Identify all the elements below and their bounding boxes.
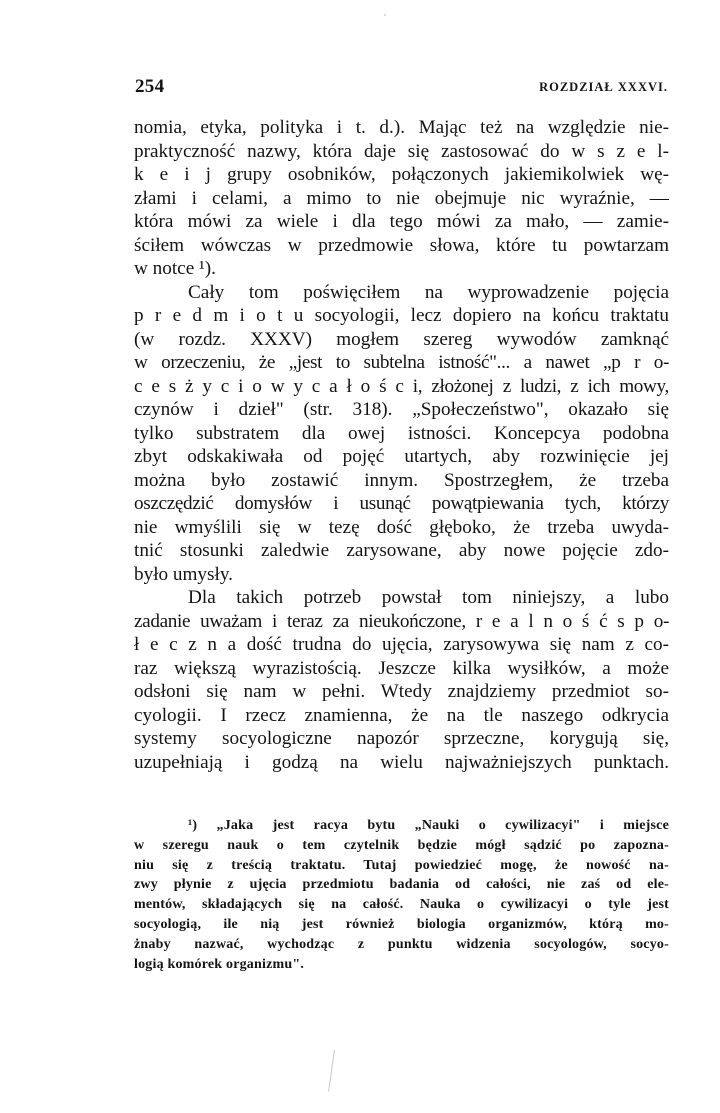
paragraph-start-line: Dla takich potrzeb powstał tom niniejszy, a lubo (188, 587, 669, 608)
text-line: p r e d m i o t u socyologii, lecz dopiero na końcu traktatu (134, 305, 669, 326)
text-line: k e i j grupy osobników, połączonych jakiemikolwiek wę‐ (134, 164, 669, 185)
text-line: raz większą wyrazistością. Jeszcze kilka wysiłków, a może (134, 657, 669, 679)
page-number: 254 (135, 76, 165, 97)
page-header (135, 76, 668, 100)
footnote-line: niu się z treścią traktatu. Tutaj powiedzieć mogę, że nowość na‐ (134, 857, 669, 873)
text-line: w notce ¹). (134, 258, 216, 279)
text-line: tnić stosunki zaledwie zarysowane, aby nowe pojęcie zdo‐ (134, 540, 669, 561)
paper-speck (328, 1050, 338, 1092)
text-line: tylko substratem dla owej istności. Koncepcya podobna (134, 422, 669, 444)
text-line: (w rozdz. XXXV) mogłem szereg wywodów zamknąć (134, 328, 669, 350)
footnote-line: mentów, składających się na całość. Nauka o cywilizacyi o tyle jest (134, 897, 669, 913)
footnote-line: socyologią, ile nią jest również biologia organizmów, którą mo‐ (134, 916, 669, 932)
footnote-line: ¹) „Jaka jest racya bytu „Nauki o cywilizacyi" i miejsce (188, 818, 669, 833)
text-line: nomia, etyka, polityka i t. d.). Mając też na względzie nie‐ (134, 117, 669, 138)
running-head: ROZDZIAŁ XXXVI. (539, 80, 668, 94)
body-text (134, 116, 669, 774)
text-line: c e s ż y c i o w y c a ł o ś c i, złożonej z ludzi, z ich mowy, (134, 375, 669, 397)
text-line: która mówi za wiele i dla tego mówi za mało, — zamie‐ (134, 211, 669, 232)
footnote-line: logią komórek organizmu". (134, 956, 305, 972)
text-line: było umysły. (134, 563, 233, 585)
text-line: cyologii. I rzecz znamienna, że na tle naszego odkrycia (134, 704, 669, 726)
text-line: uzupełniają i godzą na wielu najważniejszych punktach. (134, 751, 669, 773)
text-line: ł e c z n a dość trudna do ujęcia, zarysowywa się nam z co‐ (134, 634, 669, 655)
text-line: ściłem wówczas w przedmowie słowa, które tu powtarzam (134, 234, 669, 256)
footnote (134, 816, 669, 974)
text-line: w orzeczeniu, że „jest to subtelna istność"... a nawet „p r o‐ (134, 352, 669, 373)
footnote-line: żnaby nazwać, wychodząc z punktu widzenia socyologów, socyo‐ (134, 936, 669, 952)
text-line: odsłoni się nam w pełni. Wtedy znajdziemy przedmiot so‐ (134, 681, 669, 702)
text-line: można było zostawić innym. Spostrzegłem, że trzeba (134, 469, 669, 491)
text-line: praktyczność nazwy, która daje się zastosować do w s z e l‐ (134, 140, 669, 162)
text-line: złami i celami, a mimo to nie obejmuje nic wyraźnie, — (134, 187, 669, 209)
text-line: czynów i dzieł" (str. 318). „Społeczeństwo", okazało się (134, 399, 669, 420)
footnote-line: w szeregu nauk o tem czytelnik będzie mógł sądzić po zapozna‐ (134, 837, 669, 853)
paper-speck (384, 14, 386, 16)
footnote-line: zwy płynie z ujęcia przedmiotu badania od całości, nie zaś od ele‐ (134, 877, 669, 893)
text-line: oszczędzić domysłów i usunąć powątpiewania tych, którzy (134, 493, 669, 514)
paragraph-start-line: Cały tom poświęciłem na wyprowadzenie pojęcia (188, 281, 669, 303)
text-line: zbyt odskakiwała od pojęć utartych, aby rozwinięcie jej (134, 446, 669, 467)
text-line: nie wmyślili się w tezę dość głęboko, że trzeba uwyda‐ (134, 516, 669, 538)
text-line: systemy socyologiczne napozór sprzeczne, korygują się, (134, 728, 669, 749)
text-line: zadanie uważam i teraz za nieukończone, r e a l n o ś ć s p o‐ (134, 610, 669, 632)
